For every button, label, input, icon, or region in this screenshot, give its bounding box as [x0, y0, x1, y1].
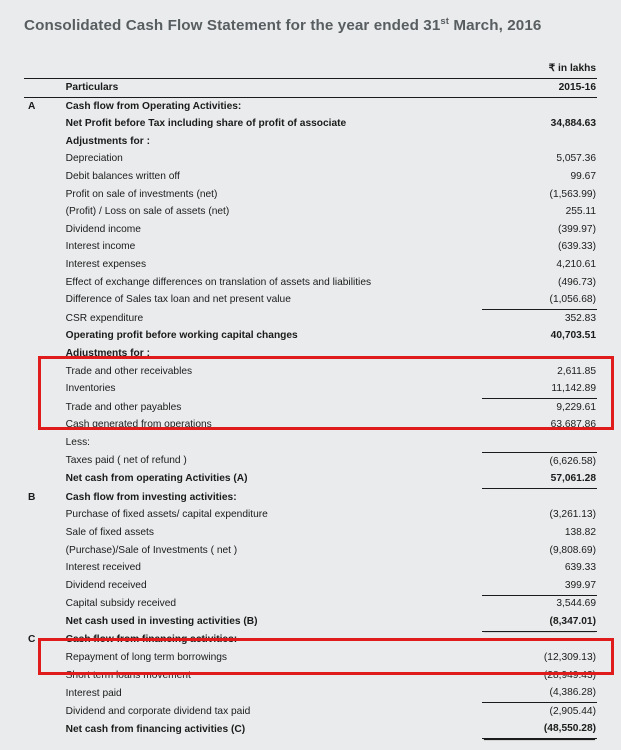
- row-particulars: Operating profit before working capital changes: [65, 330, 298, 342]
- row-amount: (28,949.43): [543, 669, 596, 681]
- table-row: [24, 151, 597, 169]
- table-header-row: [24, 79, 597, 98]
- row-section-letter: A: [28, 100, 36, 112]
- row-particulars: Net cash used in investing activities (B): [65, 616, 258, 628]
- row-particulars: Effect of exchange differences on translation of assets and liabilities: [65, 276, 372, 288]
- row-section-letter: [24, 381, 66, 399]
- row-section-letter: [24, 452, 66, 470]
- row-amount: 11,142.89: [551, 383, 596, 395]
- row-section-letter: [24, 721, 66, 739]
- row-particulars: Adjustments for :: [65, 348, 150, 359]
- table-row: [24, 452, 597, 470]
- row-particulars: Capital subsidy received: [65, 598, 177, 610]
- cash-flow-table: [24, 62, 597, 739]
- table-row: [24, 133, 597, 151]
- table-row: [24, 489, 597, 507]
- row-particulars: Interest paid: [65, 687, 122, 699]
- row-amount: (12,309.13): [543, 652, 596, 664]
- row-particulars: Interest income: [65, 241, 136, 253]
- table-row: [24, 310, 597, 328]
- row-particulars: Sale of fixed assets: [65, 526, 154, 538]
- table-row: [24, 649, 597, 667]
- page-title-ordinal-suffix: st: [440, 15, 450, 27]
- header-letter-cell: [24, 79, 66, 98]
- table-row: [24, 168, 597, 186]
- row-amount: 3,544.69: [482, 595, 597, 613]
- page-title-prefix: Consolidated Cash Flow Statement for the year ended 31: [24, 17, 441, 34]
- row-amount: (48,550.28): [482, 721, 597, 739]
- table-row: [24, 524, 597, 542]
- table-row: [24, 507, 597, 525]
- row-particulars: Net cash from operating Activities (A): [65, 473, 248, 485]
- row-amount: (6,626.58): [482, 452, 597, 470]
- row-amount: [482, 631, 597, 649]
- row-amount: 399.97: [564, 579, 596, 591]
- table-row: [24, 685, 597, 703]
- table-row: [24, 434, 597, 452]
- row-amount: 40,703.51: [550, 330, 596, 342]
- row-particulars: Net cash from financing activities (C): [65, 723, 246, 735]
- units-row-spacer-cell: [66, 62, 482, 79]
- table-row: [24, 559, 597, 577]
- row-section-letter: [24, 703, 66, 721]
- row-section-letter: [24, 151, 66, 169]
- row-particulars: Dividend income: [65, 223, 141, 235]
- row-particulars: Difference of Sales tax loan and net present value: [65, 294, 291, 306]
- row-amount: 138.82: [564, 526, 596, 538]
- row-particulars: Trade and other receivables: [65, 365, 193, 377]
- row-particulars: Interest expenses: [65, 259, 147, 271]
- row-particulars: Cash flow from Operating Activities:: [65, 100, 242, 112]
- row-section-letter: [24, 186, 66, 204]
- row-amount: (8,347.01): [482, 613, 597, 631]
- row-section-letter: [24, 559, 66, 577]
- row-section-letter: [24, 399, 66, 417]
- table-row: [24, 116, 597, 134]
- row-amount: [482, 489, 597, 507]
- table-row: [24, 417, 597, 435]
- row-amount: (496.73): [558, 276, 596, 288]
- row-section-letter: [24, 292, 66, 310]
- row-section-letter: [24, 649, 66, 667]
- table-row: [24, 186, 597, 204]
- row-amount: [482, 345, 597, 363]
- row-amount: (4,386.28): [549, 687, 596, 699]
- row-section-letter: [24, 595, 66, 613]
- row-amount: 4,210.61: [556, 259, 596, 271]
- table-row: [24, 381, 597, 399]
- table-row: [24, 274, 597, 292]
- row-amount: 5,057.36: [556, 153, 596, 165]
- table-row: [24, 613, 597, 631]
- row-amount: (639.33): [558, 241, 596, 253]
- header-particulars: Particulars: [66, 79, 482, 98]
- units-label: ₹ in lakhs: [548, 62, 596, 74]
- page-title: [24, 17, 541, 34]
- row-section-letter: [24, 133, 66, 151]
- row-particulars: CSR expenditure: [65, 312, 144, 324]
- row-particulars: Cash flow from financing activities:: [65, 634, 238, 646]
- row-particulars: Less:: [65, 437, 90, 449]
- table-row: [24, 345, 597, 363]
- row-particulars: Trade and other payables: [65, 401, 182, 413]
- row-section-letter: [24, 507, 66, 525]
- header-amount-period: 2015-16: [482, 79, 597, 98]
- row-particulars: Taxes paid ( net of refund ): [65, 455, 187, 467]
- table-row: [24, 204, 597, 222]
- row-amount: (399.97): [558, 223, 596, 235]
- row-amount: 57,061.28: [482, 470, 597, 488]
- row-section-letter: [24, 434, 66, 452]
- table-row: [24, 667, 597, 685]
- row-amount: 352.83: [482, 310, 597, 328]
- row-amount: (2,905.44): [482, 703, 597, 721]
- row-section-letter: [24, 524, 66, 542]
- row-particulars: Dividend received: [65, 579, 147, 591]
- row-amount: 99.67: [570, 171, 596, 183]
- row-section-letter: [24, 363, 66, 381]
- units-row: [24, 62, 597, 79]
- row-section-letter: [24, 221, 66, 239]
- row-amount: 9,229.61: [482, 399, 597, 417]
- row-amount: 2,611.85: [557, 365, 596, 377]
- row-amount: 255.11: [565, 206, 596, 218]
- row-section-letter: [24, 328, 66, 346]
- row-amount: (9,808.69): [549, 544, 596, 556]
- row-particulars: (Purchase)/Sale of Investments ( net ): [65, 544, 238, 556]
- row-amount: 34,884.63: [550, 118, 596, 130]
- row-particulars: Dividend and corporate dividend tax paid: [65, 705, 251, 717]
- row-amount: 639.33: [564, 562, 596, 574]
- table-row: [24, 470, 597, 488]
- row-particulars: Cash flow from investing activities:: [65, 491, 237, 503]
- row-section-letter: [24, 310, 66, 328]
- row-section-letter: [24, 168, 66, 186]
- table-row: [24, 721, 597, 739]
- row-amount: (1,056.68): [549, 294, 596, 306]
- row-section-letter: [24, 116, 66, 134]
- cash-flow-table-body: [24, 62, 597, 739]
- row-section-letter: [24, 613, 66, 631]
- row-particulars: Depreciation: [65, 153, 123, 165]
- row-amount: [482, 133, 597, 151]
- row-section-letter: [24, 417, 66, 435]
- units-row-letter-cell: [24, 62, 66, 79]
- row-particulars: (Profit) / Loss on sale of assets (net): [65, 206, 230, 218]
- row-particulars: Short term loans movement: [65, 669, 191, 681]
- table-row: [24, 363, 597, 381]
- row-amount: [482, 98, 597, 116]
- table-row: [24, 328, 597, 346]
- table-row: [24, 542, 597, 560]
- row-amount: (1,563.99): [549, 188, 596, 200]
- table-row: [24, 399, 597, 417]
- page-title-suffix: March, 2016: [449, 17, 542, 34]
- row-section-letter: B: [28, 491, 36, 503]
- table-row: [24, 703, 597, 721]
- table-row: [24, 256, 597, 274]
- row-section-letter: [24, 204, 66, 222]
- row-section-letter: [24, 577, 66, 595]
- row-section-letter: [24, 239, 66, 257]
- table-row: [24, 292, 597, 310]
- row-section-letter: [24, 274, 66, 292]
- row-particulars: Inventories: [65, 383, 116, 395]
- row-section-letter: [24, 542, 66, 560]
- row-section-letter: C: [28, 634, 36, 646]
- row-amount: 63,687.86: [550, 419, 596, 431]
- row-section-letter: [24, 256, 66, 274]
- table-row: [24, 239, 597, 257]
- row-particulars: Net Profit before Tax including share of profit of associate: [65, 118, 347, 130]
- table-row: [24, 631, 597, 649]
- row-particulars: Adjustments for :: [65, 135, 150, 147]
- row-particulars: Profit on sale of investments (net): [65, 188, 218, 200]
- row-amount: (3,261.13): [549, 509, 596, 521]
- row-section-letter: [24, 667, 66, 685]
- row-particulars: Repayment of long term borrowings: [65, 652, 228, 664]
- row-particulars: Interest received: [65, 562, 141, 574]
- table-row: [24, 595, 597, 613]
- row-section-letter: [24, 345, 66, 363]
- table-row: [24, 98, 597, 116]
- row-particulars: Debit balances written off: [65, 171, 180, 183]
- table-row: [24, 577, 597, 595]
- row-section-letter: [24, 470, 66, 488]
- row-particulars: Purchase of fixed assets/ capital expenditure: [65, 509, 268, 521]
- table-row: [24, 221, 597, 239]
- row-particulars: Cash generated from operations: [65, 419, 212, 431]
- row-amount: [482, 434, 597, 452]
- row-section-letter: [24, 685, 66, 703]
